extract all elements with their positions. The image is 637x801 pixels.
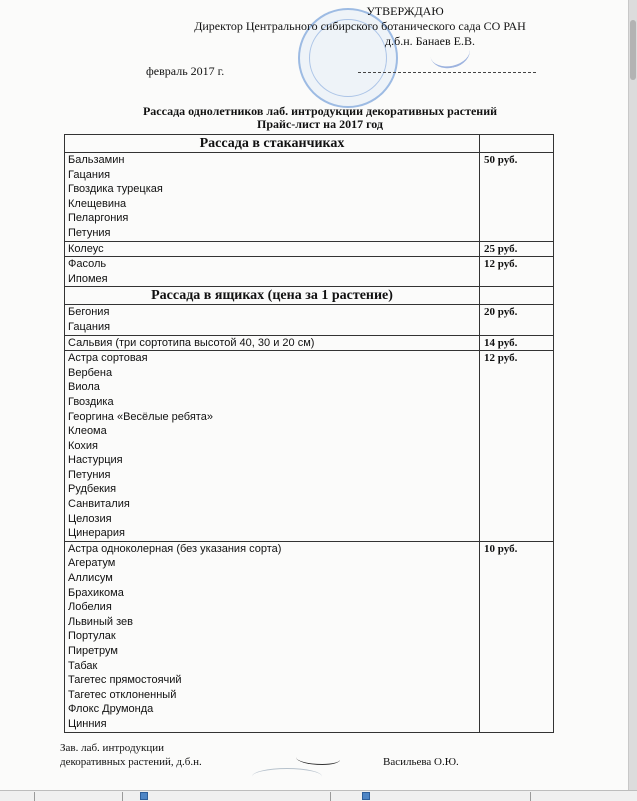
approval-name: д.б.н. Банаев Е.В. [385, 34, 475, 48]
plant-name: Гацания [68, 168, 111, 181]
document-icon[interactable] [362, 792, 370, 800]
plant-name: Тагетес прямостоячий [68, 674, 182, 687]
plant-name: Табак [68, 659, 98, 672]
section-title: Рассада в ящиках (цена за 1 растение) [65, 287, 480, 305]
plant-name: Цинния [68, 717, 107, 730]
table-row [65, 305, 554, 335]
plant-name: Колеус [68, 242, 104, 255]
approval-block [150, 4, 570, 49]
heading-title: Рассада однолетников лаб. интродукции декоративных растений [142, 104, 498, 118]
plant-name: Портулак [68, 630, 116, 643]
table-row [65, 335, 554, 351]
footer-signer-name: Васильева О.Ю. [383, 756, 459, 768]
plant-list-cell [65, 305, 480, 335]
plant-name: Пеларгония [68, 212, 129, 225]
price-table [64, 134, 554, 733]
plant-name: Кохия [68, 439, 99, 452]
plant-name: Ипомея [68, 272, 108, 285]
table-row [65, 541, 554, 732]
vertical-scrollbar[interactable] [628, 0, 637, 790]
plant-name: Брахикома [68, 586, 124, 599]
plant-name: Аллисум [68, 572, 113, 585]
plant-name: Клеома [68, 425, 107, 438]
plant-name: Гвоздика [68, 395, 114, 408]
plant-name: Астра одноколерная (без указания сорта) [68, 542, 282, 555]
plant-name: Цинерария [68, 527, 125, 540]
table-row [65, 351, 554, 542]
head-signature [296, 752, 340, 765]
document-heading [60, 105, 580, 131]
table-row [65, 241, 554, 257]
approval-director: Директор Центрального сибирского ботанического сада СО РАН [194, 19, 526, 33]
plant-name: Петуния [68, 226, 111, 239]
plant-name: Вербена [68, 366, 113, 379]
price-cell: 25 руб. [480, 241, 554, 257]
document-date: февраль 2017 г. [146, 64, 225, 78]
footer-signature-block [60, 741, 202, 769]
plant-name: Санвиталия [68, 498, 130, 511]
plant-name: Тагетес отклоненный [68, 688, 177, 701]
plant-name: Львиный зев [68, 615, 134, 628]
price-cell: 50 руб. [480, 153, 554, 242]
scrollbar-thumb[interactable] [630, 20, 636, 80]
plant-list-cell [65, 351, 480, 542]
section-header-row [65, 135, 554, 153]
plant-name: Настурция [68, 454, 123, 467]
price-cell: 12 руб. [480, 351, 554, 542]
plant-name: Агератум [68, 557, 116, 570]
plant-name: Целозия [68, 512, 112, 525]
section-title: Рассада в стаканчиках [65, 135, 480, 153]
plant-list-cell [65, 153, 480, 242]
plant-name: Клещевина [68, 197, 127, 210]
plant-name: Сальвия (три сортотипа высотой 40, 30 и 20 см) [68, 336, 315, 349]
plant-name: Бегония [68, 306, 110, 319]
plant-name: Бальзамин [68, 154, 125, 166]
table-row [65, 153, 554, 242]
heading-subtitle: Прайс-лист на 2017 год [257, 117, 383, 131]
document-icon[interactable] [140, 792, 148, 800]
plant-name: Фасоль [68, 258, 107, 271]
plant-name: Виола [68, 381, 100, 394]
price-cell: 20 руб. [480, 305, 554, 335]
bottom-toolbar [0, 790, 637, 801]
plant-name: Гацания [68, 320, 111, 333]
plant-name: Флокс Друмонда [68, 703, 154, 716]
plant-name: Гвоздика турецкая [68, 183, 163, 196]
approval-title: УТВЕРЖДАЮ [366, 4, 444, 18]
section-title-price-cell [480, 135, 554, 153]
table-row [65, 257, 554, 287]
plant-name: Астра сортовая [68, 352, 148, 365]
price-cell: 10 руб. [480, 541, 554, 732]
plant-name: Пиретрум [68, 645, 118, 657]
plant-list-cell [65, 541, 480, 732]
plant-name: Георгина «Весёлые ребята» [68, 410, 213, 423]
section-title-price-cell [480, 287, 554, 305]
plant-list-cell [65, 335, 480, 351]
plant-name: Рудбекия [68, 483, 117, 496]
plant-name: Петуния [68, 468, 111, 481]
plant-name: Лобелия [68, 601, 112, 614]
signature-line [358, 72, 536, 73]
section-header-row [65, 287, 554, 305]
price-cell: 12 руб. [480, 257, 554, 287]
price-cell: 14 руб. [480, 335, 554, 351]
signature-shadow [252, 768, 322, 785]
footer-position-line2: декоративных растений, д.б.н. [60, 756, 202, 768]
plant-list-cell [65, 241, 480, 257]
footer-position-line1: Зав. лаб. интродукции [60, 742, 165, 754]
plant-list-cell [65, 257, 480, 287]
